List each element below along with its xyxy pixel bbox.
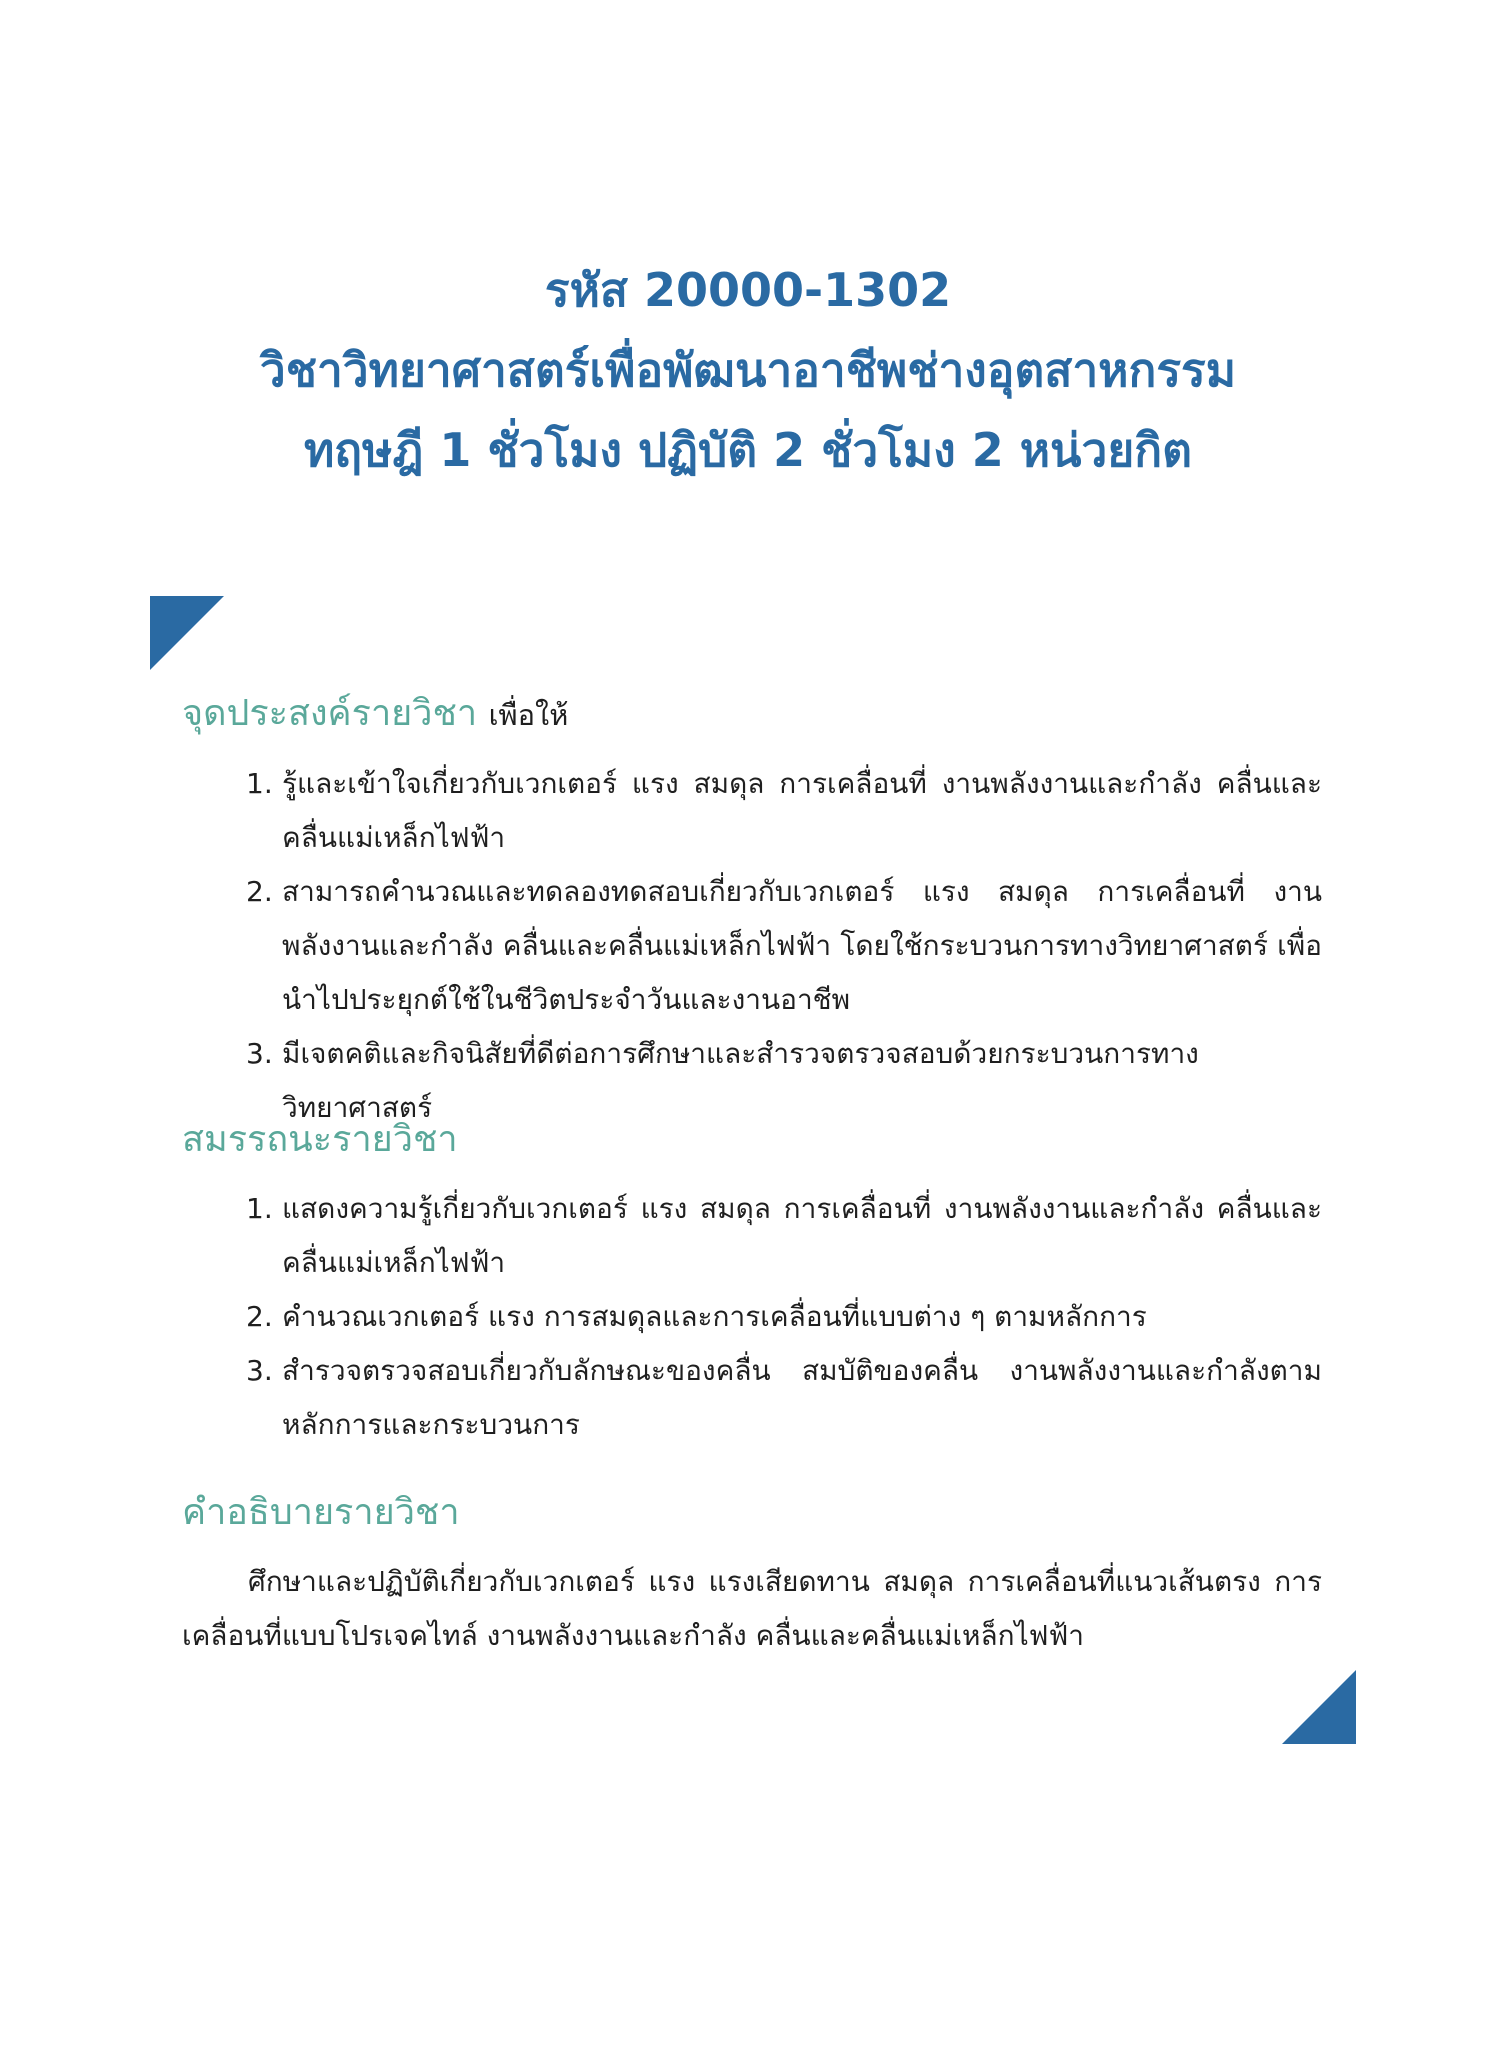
description-section <box>182 1485 1322 1663</box>
course-code: รหัส 20000-1302 <box>544 263 952 317</box>
competency-title: สมรรถนะรายวิชา <box>182 1119 458 1160</box>
list-item-number: 3. <box>246 1037 273 1070</box>
course-hours-credits: ทฤษฎี 1 ชั่วโมง ปฏิบัติ 2 ชั่วโมง 2 หน่วยกิต <box>303 423 1192 477</box>
list-item-number: 1. <box>246 767 273 800</box>
course-name: วิชาวิทยาศาสตร์เพื่อพัฒนาอาชีพช่างอุตสาหกรรม <box>259 343 1237 397</box>
list-item <box>246 757 1322 865</box>
objectives-title-suffix: เพื่อให้ <box>488 698 569 732</box>
list-item <box>246 1290 1322 1344</box>
competency-list <box>182 1182 1322 1452</box>
list-item-text: มีเจตคติและกิจนิสัยที่ดีต่อการศึกษาและสำรวจตรวจสอบด้วยกระบวนการทางวิทยาศาสตร์ <box>282 1037 1199 1124</box>
list-item-number: 2. <box>246 1300 273 1333</box>
list-item-number: 1. <box>246 1192 273 1225</box>
competency-section <box>182 1112 1322 1452</box>
list-item <box>246 1182 1322 1290</box>
list-item-number: 2. <box>246 875 273 908</box>
list-item-text: คำนวณเวกเตอร์ แรง การสมดุลและการเคลื่อนที่แบบต่าง ๆ ตามหลักการ <box>282 1300 1147 1333</box>
corner-triangle-bottom-decoration <box>1282 1670 1356 1744</box>
course-header <box>0 250 1496 490</box>
list-item <box>246 865 1322 1027</box>
description-title: คำอธิบายรายวิชา <box>182 1492 460 1533</box>
corner-triangle-top-decoration <box>150 596 224 670</box>
list-item-text: รู้และเข้าใจเกี่ยวกับเวกเตอร์ แรง สมดุล การเคลื่อนที่ งานพลังงานและกำลัง คลื่นและคลื่นแม่เหล็กไฟฟ้า <box>282 767 1322 854</box>
list-item-text: แสดงความรู้เกี่ยวกับเวกเตอร์ แรง สมดุล การเคลื่อนที่ งานพลังงานและกำลัง คลื่นและคลื่นแม่เหล็กไฟฟ้า <box>282 1192 1322 1279</box>
description-text: ศึกษาและปฏิบัติเกี่ยวกับเวกเตอร์ แรง แรงเสียดทาน สมดุล การเคลื่อนที่แนวเส้นตรง การเคลื่อนที่แบบโปรเจคไทล์ งานพลังงานและกำลัง คลื่นและคลื่นแม่เหล็กไฟฟ้า <box>182 1565 1322 1652</box>
objectives-section <box>182 686 1322 1135</box>
objectives-title: จุดประสงค์รายวิชา <box>182 693 478 734</box>
list-item-text: สามารถคำนวณและทดลองทดสอบเกี่ยวกับเวกเตอร์ แรง สมดุล การเคลื่อนที่ งานพลังงานและกำลัง คลื่นและคลื่นแม่เหล็กไฟฟ้า โดยใช้กระบวนการทางวิทยาศาสตร์ เพื่อนำไปประยุกต์ใช้ในชีวิตประจำวันและงานอาชีพ <box>282 875 1322 1016</box>
list-item-number: 3. <box>246 1354 273 1387</box>
objectives-list <box>182 757 1322 1135</box>
list-item-text: สำรวจตรวจสอบเกี่ยวกับลักษณะของคลื่น สมบัติของคลื่น งานพลังงานและกำลังตามหลักการและกระบวนการ <box>282 1354 1322 1441</box>
list-item <box>246 1344 1322 1452</box>
objectives-heading <box>182 686 1322 743</box>
